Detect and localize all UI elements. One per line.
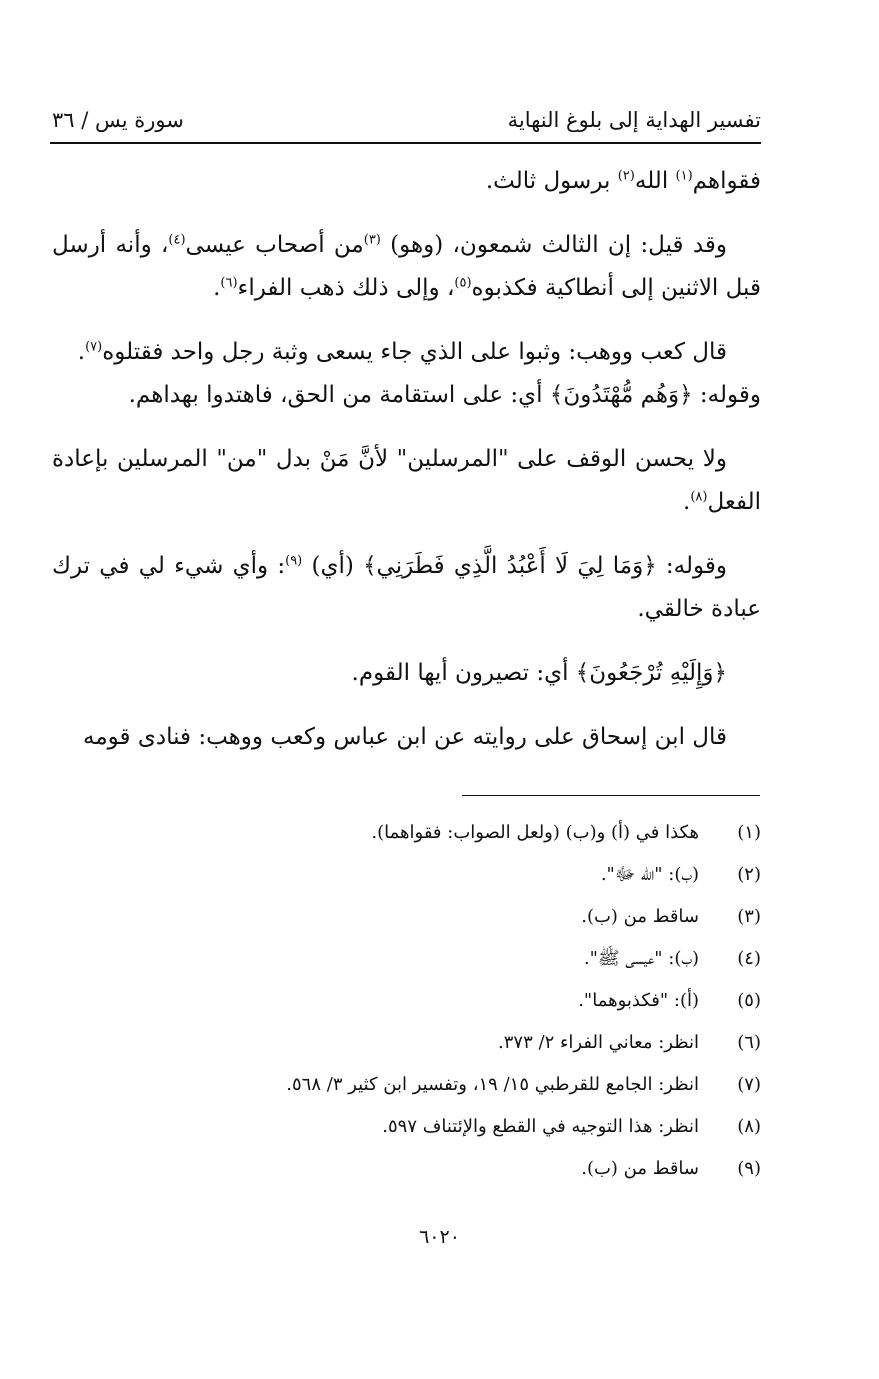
paragraph-3 — [52, 331, 761, 417]
footnote-ref[interactable]: (٢) — [617, 168, 635, 184]
footnote-ref[interactable]: (١) — [675, 168, 693, 184]
footnote-number: (٢) — [737, 864, 761, 885]
footnote-item — [52, 854, 761, 896]
header-rule — [50, 142, 761, 144]
main-text — [52, 160, 761, 780]
footnote-item — [52, 980, 761, 1022]
text-run: أي: على استقامة من الحق، فاهتدوا بهداهم. — [128, 382, 550, 408]
text-run: قال ابن إسحاق على روايته عن ابن عباس وكعب ووهب: فنادى قومه — [83, 724, 727, 750]
text-run: : وأي شيء لي في ترك عبادة خالقي. — [52, 553, 761, 622]
footnote-text: هكذا في (أ) و(ب) (ولعل الصواب: فقواهما). — [371, 822, 699, 843]
paragraph-1 — [52, 160, 761, 203]
footnote-text: (أ): "فكذبوهما". — [578, 990, 699, 1011]
footnote-item — [52, 812, 761, 854]
footnote-item — [52, 1106, 761, 1148]
paragraph-5 — [52, 545, 761, 631]
paragraph-6 — [52, 652, 761, 695]
footnote-text: انظر: معاني الفراء ٢/ ٣٧٣. — [498, 1032, 699, 1053]
footnote-item — [52, 1022, 761, 1064]
footnote-ref[interactable]: (٣) — [363, 232, 381, 248]
paragraph-7 — [52, 716, 761, 759]
footnote-number: (٩) — [737, 1158, 761, 1179]
footnote-ref[interactable]: (٦) — [220, 275, 238, 291]
footnote-ref[interactable]: (٥) — [454, 275, 472, 291]
text-run: من أصحاب عيسى — [185, 232, 364, 258]
text-run: وقوله: — [656, 553, 727, 579]
footnote-ref[interactable]: (٨) — [690, 489, 708, 505]
page-number: ٦٠٢٠ — [419, 1226, 460, 1248]
footnote-text: (ب): "الله ﷻ". — [600, 864, 699, 885]
footnote-text: انظر: هذا التوجيه في القطع والإئتناف ٥٩٧. — [382, 1116, 699, 1137]
footnote-text: ساقط من (ب). — [581, 1158, 699, 1179]
footnote-ref[interactable]: (٩) — [285, 553, 303, 569]
footnote-item — [52, 896, 761, 938]
footnote-rule — [462, 795, 760, 796]
text-run: ، وإلى ذلك ذهب الفراء — [237, 275, 455, 301]
footnote-ref[interactable]: (٤) — [168, 232, 186, 248]
footnote-text: انظر: الجامع للقرطبي ١٥/ ١٩، وتفسير ابن كثير ٣/ ٥٦٨. — [286, 1074, 699, 1095]
paragraph-2 — [52, 224, 761, 310]
text-run: أي: تصيرون أيها القوم. — [351, 660, 576, 686]
text-run: فقواهم — [692, 168, 761, 194]
footnote-text: (ب): "عيسى ﷺ". — [583, 948, 699, 969]
footnote-text: ساقط من (ب). — [581, 906, 699, 927]
running-head — [52, 92, 761, 132]
text-run: ولا يحسن الوقف على "المرسلين" لأنَّ مَنْ بدل "من" المرسلين بإعادة الفعل — [52, 446, 761, 515]
footnote-item — [52, 1064, 761, 1106]
footnote-item — [52, 1148, 761, 1190]
paragraph-4 — [52, 438, 761, 524]
footnote-number: (٤) — [737, 948, 761, 969]
footnote-number: (٥) — [737, 990, 761, 1011]
quran-verse: ﴿وَمَا لِيَ لَا أَعْبُدُ الَّذِي فَطَرَنِي﴾ — [363, 553, 657, 579]
quran-verse: ﴿وَإِلَيْهِ تُرْجَعُونَ﴾ — [575, 660, 727, 686]
footnote-item — [52, 938, 761, 980]
footnote-number: (٦) — [737, 1032, 761, 1053]
footnote-list — [52, 812, 761, 1190]
text-run: وقد قيل: إن الثالث شمعون، (وهو) — [380, 232, 727, 258]
text-run: قال كعب ووهب: وثبوا على الذي جاء يسعى وثبة رجل واحد فقتلوه — [102, 339, 727, 365]
footnote-number: (١) — [737, 822, 761, 843]
text-run: ، وأنه أرسل قبل الاثنين إلى أنطاكية فكذبوه — [52, 232, 761, 301]
quran-verse: ﴿وَهُم مُّهْتَدُونَ﴾ — [549, 382, 693, 408]
book-title: تفسير الهداية إلى بلوغ النهاية — [507, 108, 761, 132]
footnote-ref[interactable]: (٧) — [85, 339, 103, 355]
footnote-number: (٣) — [737, 906, 761, 927]
text-run: برسول ثالث. — [485, 168, 618, 194]
footnote-number: (٨) — [737, 1116, 761, 1137]
text-run: . — [683, 489, 691, 515]
text-run: الله — [634, 168, 676, 194]
text-run: وقوله: — [692, 382, 761, 408]
footnote-number: (٧) — [737, 1074, 761, 1095]
text-run: . — [77, 339, 86, 365]
text-run: (أي) — [302, 553, 364, 579]
surah-label: سورة يس / ٣٦ — [52, 108, 184, 132]
text-run: . — [213, 275, 221, 301]
